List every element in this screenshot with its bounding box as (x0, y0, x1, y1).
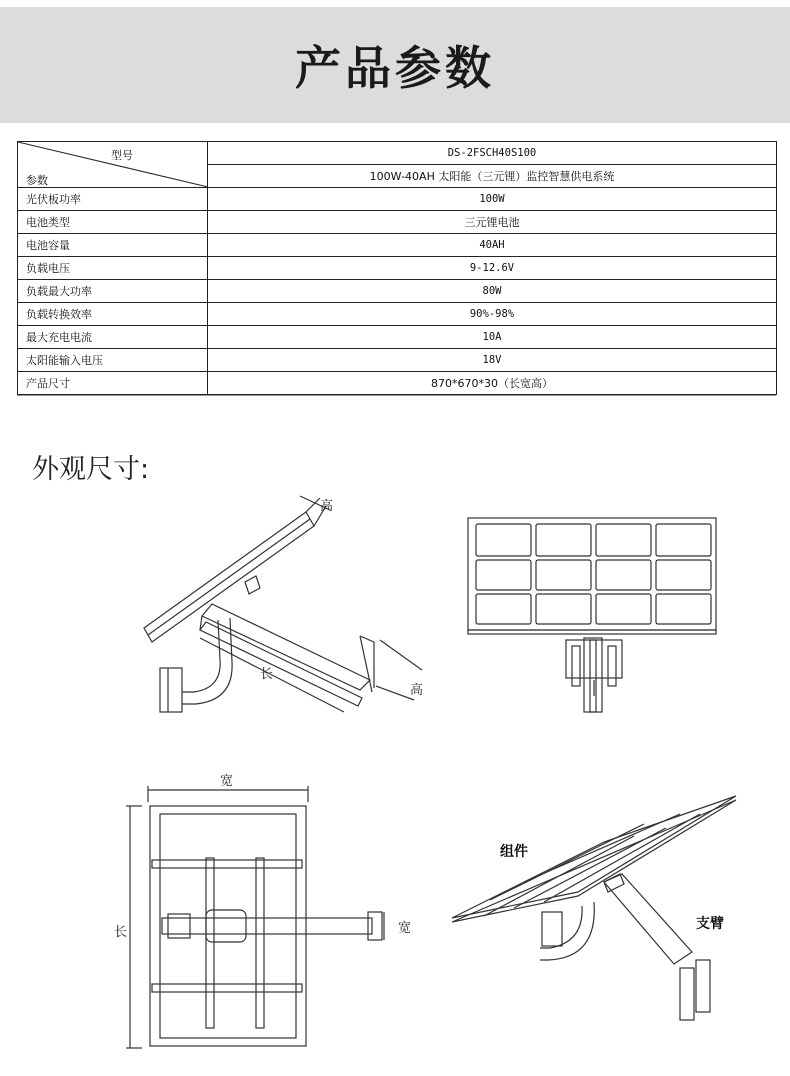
section-title: 外观尺寸: (32, 454, 150, 485)
table-row (18, 257, 777, 280)
header-param-label: 参数 (26, 174, 48, 187)
param-label: 最大充电电流 (18, 326, 208, 349)
side-length-label: 长 (260, 667, 274, 682)
param-value: 80W (208, 280, 777, 303)
side-height-label: 高 (320, 499, 334, 514)
model-value: DS-2FSCH40S100 (208, 142, 777, 165)
top-view-drawing (110, 770, 420, 1056)
side-view-drawing (130, 492, 430, 724)
table-row (18, 188, 777, 211)
solar-cells (476, 524, 711, 624)
table-row (18, 280, 777, 303)
arm-label: 支臂 (696, 916, 724, 932)
param-value: 90%-98% (208, 303, 777, 326)
assembly-label: 组件 (500, 844, 528, 860)
table-row (18, 234, 777, 257)
param-label: 电池类型 (18, 211, 208, 234)
param-value: 100W (208, 188, 777, 211)
param-value: 870*670*30（长宽高） (208, 372, 777, 395)
param-label: 负载电压 (18, 257, 208, 280)
param-label: 产品尺寸 (18, 372, 208, 395)
table-divider (17, 395, 776, 396)
param-value: 10A (208, 326, 777, 349)
param-label: 负载最大功率 (18, 280, 208, 303)
iso-view-drawing (444, 788, 744, 1038)
table-row (18, 211, 777, 234)
table-row (18, 372, 777, 395)
param-label: 光伏板功率 (18, 188, 208, 211)
arm-width-label: 宽 (398, 921, 412, 936)
param-label: 负载转换效率 (18, 303, 208, 326)
param-value: 三元锂电池 (208, 211, 777, 234)
table-header-row (18, 142, 777, 165)
param-value: 40AH (208, 234, 777, 257)
top-length-label: 长 (114, 925, 128, 940)
header-model-label: 型号 (111, 149, 133, 162)
param-label: 电池容量 (18, 234, 208, 257)
top-width-label: 宽 (220, 774, 234, 789)
spec-table (17, 141, 777, 395)
param-value: 18V (208, 349, 777, 372)
arm-height-label: 高 (410, 683, 424, 698)
page-title: 产品参数 (295, 41, 495, 95)
description-value: 100W-40AH 太阳能（三元锂）监控智慧供电系统 (208, 165, 777, 188)
table-row (18, 303, 777, 326)
diagonal-header-cell (18, 142, 208, 188)
param-label: 太阳能输入电压 (18, 349, 208, 372)
param-value: 9-12.6V (208, 257, 777, 280)
table-row (18, 349, 777, 372)
table-row (18, 326, 777, 349)
front-view-drawing (460, 512, 730, 718)
